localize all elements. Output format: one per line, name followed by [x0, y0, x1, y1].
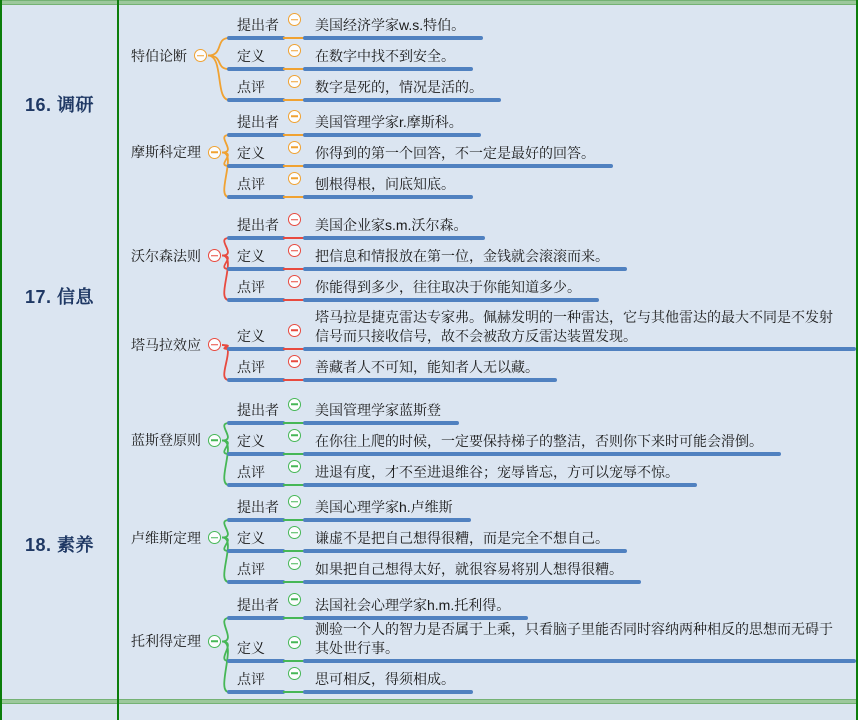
collapse-minus-icon[interactable]	[288, 355, 301, 368]
branch-type-label[interactable]: 定义	[227, 47, 285, 71]
branch-text[interactable]: 塔马拉是捷克雷达专家弗。佩赫发明的一种雷达，它与其他雷达的最大不同是不发射信号而只接收信号，故不会被敌方反雷达装置发现。	[303, 308, 856, 351]
branch-connector	[285, 666, 303, 694]
mindmap-cell	[117, 203, 856, 388]
branch-text[interactable]: 你能得到多少，往往取决于你能知道多少。	[303, 278, 599, 302]
branch-type-label[interactable]: 点评	[227, 78, 285, 102]
branch-type-label[interactable]: 点评	[227, 358, 285, 382]
branch-text[interactable]: 美国企业家s.m.沃尔森。	[303, 216, 485, 240]
connector-line	[283, 237, 305, 239]
parent-topic-label[interactable]: 蓝斯登原则	[131, 432, 201, 448]
branch-text[interactable]: 测验一个人的智力是否属于上乘，只看脑子里能否同时容纳两种相反的思想而无碍于其处世行事。	[303, 620, 856, 663]
branch-connector	[285, 428, 303, 456]
branch-connector	[285, 274, 303, 302]
branch-text[interactable]: 思可相反，得须相成。	[303, 670, 473, 694]
connector-line	[283, 68, 305, 70]
branch-text[interactable]: 在你往上爬的时候，一定要保持梯子的整洁，否则你下来时可能会滑倒。	[303, 432, 781, 456]
branch-type-label[interactable]: 点评	[227, 175, 285, 199]
connector-line	[283, 196, 305, 198]
collapse-minus-icon[interactable]	[288, 141, 301, 154]
branch-connector	[285, 525, 303, 553]
collapse-minus-icon[interactable]	[288, 13, 301, 26]
collapse-minus-icon[interactable]	[208, 249, 221, 262]
collapse-minus-icon[interactable]	[194, 49, 207, 62]
section-cell-1	[2, 5, 117, 203]
branch-row	[227, 456, 856, 487]
connector-line	[283, 581, 305, 583]
collapse-minus-icon[interactable]	[288, 244, 301, 257]
parent-topic[interactable]	[117, 589, 227, 694]
branch-row	[227, 168, 856, 199]
section-label: 18. 素养	[24, 534, 95, 555]
branch-type-label[interactable]: 点评	[227, 463, 285, 487]
branch-row	[227, 522, 856, 553]
connector-line	[283, 691, 305, 693]
connector-line	[283, 617, 305, 619]
topic-group-1-2	[117, 106, 856, 199]
branch-text[interactable]: 在数字中找不到安全。	[303, 47, 473, 71]
collapse-minus-icon[interactable]	[288, 110, 301, 123]
branch-row	[227, 271, 856, 302]
collapse-minus-icon[interactable]	[288, 44, 301, 57]
branch-row	[227, 71, 856, 102]
connector-line	[283, 299, 305, 301]
branch-connector	[285, 494, 303, 522]
section-cell-partial	[2, 704, 117, 706]
collapse-minus-icon[interactable]	[288, 213, 301, 226]
connector-line	[283, 165, 305, 167]
branch-connector	[285, 109, 303, 137]
parent-topic-label[interactable]: 卢维斯定理	[131, 529, 201, 546]
mindmap-cell	[117, 5, 856, 203]
branch-type-label[interactable]: 点评	[227, 670, 285, 694]
collapse-minus-icon[interactable]	[288, 557, 301, 570]
collapse-minus-icon[interactable]	[208, 635, 221, 648]
branch-text[interactable]: 法国社会心理学家h.m.托利得。	[303, 596, 528, 620]
branch-type-label[interactable]: 定义	[227, 144, 285, 168]
branch-type-label[interactable]: 点评	[227, 560, 285, 584]
connector-line	[283, 134, 305, 136]
topic-group-3-1	[117, 394, 856, 487]
branch-row	[227, 9, 856, 40]
collapse-minus-icon[interactable]	[288, 172, 301, 185]
connector-line	[283, 348, 305, 350]
section-row-2	[2, 203, 856, 388]
parent-topic[interactable]	[117, 9, 227, 102]
collapse-minus-icon[interactable]	[288, 324, 301, 337]
branch-text[interactable]: 美国管理学家r.摩斯科。	[303, 113, 481, 137]
mindmap-cell-partial	[117, 704, 856, 706]
collapse-minus-icon[interactable]	[288, 495, 301, 508]
collapse-minus-icon[interactable]	[208, 434, 221, 447]
collapse-minus-icon[interactable]	[288, 593, 301, 606]
branch-connector	[285, 243, 303, 271]
branch-connector	[285, 323, 303, 351]
branch-connector	[285, 43, 303, 71]
section-cell-2	[2, 203, 117, 388]
connector-line	[283, 660, 305, 662]
parent-topic-label[interactable]: 摩斯科定理	[131, 144, 201, 161]
connector-line	[283, 37, 305, 39]
parent-topic[interactable]	[117, 209, 227, 302]
parent-topic-label[interactable]: 沃尔森法则	[131, 247, 201, 264]
branch-list	[227, 308, 856, 382]
branch-text[interactable]: 数字是死的，情况是活的。	[303, 78, 501, 102]
branch-type-label[interactable]: 提出者	[227, 596, 285, 620]
branch-connector	[285, 140, 303, 168]
branch-type-label[interactable]: 定义	[227, 529, 285, 553]
branch-row	[227, 491, 856, 522]
branch-text[interactable]: 善藏者人不可知，能知者人无以藏。	[303, 358, 557, 382]
branch-type-label[interactable]: 定义	[227, 639, 285, 663]
connector-line	[283, 268, 305, 270]
branch-connector	[285, 592, 303, 620]
branch-type-label[interactable]: 定义	[227, 327, 285, 351]
branch-text[interactable]: 进退有度，才不至进退维谷；宠辱皆忘，方可以宠辱不惊。	[303, 463, 697, 487]
parent-topic-label[interactable]: 托利得定理	[131, 633, 201, 649]
branch-row	[227, 137, 856, 168]
branch-list	[227, 9, 856, 102]
branch-connector	[285, 397, 303, 425]
branch-row	[227, 620, 856, 663]
branch-connector	[285, 12, 303, 40]
branch-type-label[interactable]: 点评	[227, 278, 285, 302]
branch-connector	[285, 74, 303, 102]
branch-row	[227, 425, 856, 456]
branch-text[interactable]: 如果把自己想得太好，就很容易将别人想得很糟。	[303, 560, 641, 584]
section-row-3	[2, 388, 856, 699]
connector-line	[283, 99, 305, 101]
branch-list	[227, 106, 856, 199]
collapse-minus-icon[interactable]	[288, 636, 301, 649]
connector-line	[283, 379, 305, 381]
branch-type-label[interactable]: 提出者	[227, 498, 285, 522]
branch-row	[227, 351, 856, 382]
column-divider	[117, 0, 119, 720]
topic-group-3-3	[117, 589, 856, 694]
collapse-minus-icon[interactable]	[288, 526, 301, 539]
branch-type-label[interactable]: 提出者	[227, 16, 285, 40]
mindmap-cell	[117, 388, 856, 699]
branch-text[interactable]: 美国心理学家h.卢维斯	[303, 498, 471, 522]
branch-connector	[285, 171, 303, 199]
branch-row	[227, 240, 856, 271]
branch-type-label[interactable]: 提出者	[227, 113, 285, 137]
branch-type-label[interactable]: 定义	[227, 247, 285, 271]
connector-line	[283, 550, 305, 552]
branch-connector	[285, 556, 303, 584]
connector-line	[283, 519, 305, 521]
collapse-minus-icon[interactable]	[208, 531, 221, 544]
branch-row	[227, 553, 856, 584]
branch-connector	[285, 635, 303, 663]
branch-type-label[interactable]: 提出者	[227, 401, 285, 425]
branch-text[interactable]: 刨根得根，问底知底。	[303, 175, 473, 199]
topic-group-2-1	[117, 209, 856, 302]
connector-line	[283, 484, 305, 486]
branch-row	[227, 40, 856, 71]
parent-topic-label[interactable]: 塔马拉效应	[131, 336, 201, 353]
collapse-minus-icon[interactable]	[208, 146, 221, 159]
parent-topic[interactable]	[117, 491, 227, 584]
parent-topic[interactable]	[117, 106, 227, 199]
section-row-1	[2, 5, 856, 203]
branch-row	[227, 308, 856, 351]
branch-text[interactable]: 把信息和情报放在第一位，金钱就会滚滚而来。	[303, 247, 627, 271]
branch-connector	[285, 212, 303, 240]
branch-type-label[interactable]: 提出者	[227, 216, 285, 240]
collapse-minus-icon[interactable]	[288, 75, 301, 88]
collapse-minus-icon[interactable]	[288, 275, 301, 288]
branch-text[interactable]: 美国经济学家w.s.特伯。	[303, 16, 483, 40]
branch-connector	[285, 354, 303, 382]
section-cell-3	[2, 388, 117, 699]
branch-list	[227, 209, 856, 302]
branch-text[interactable]: 美国管理学家蓝斯登	[303, 401, 459, 425]
collapse-minus-icon[interactable]	[208, 338, 221, 351]
branch-row	[227, 106, 856, 137]
collapse-minus-icon[interactable]	[288, 667, 301, 680]
parent-topic[interactable]	[117, 394, 227, 487]
topic-group-2-2	[117, 308, 856, 382]
branch-row	[227, 663, 856, 694]
branch-type-label[interactable]: 定义	[227, 432, 285, 456]
branch-list	[227, 589, 856, 694]
connector-line	[283, 422, 305, 424]
topic-group-1-1	[117, 9, 856, 102]
branch-row	[227, 589, 856, 620]
parent-topic-label[interactable]: 特伯论断	[131, 47, 187, 64]
section-label: 16. 调研	[24, 95, 95, 115]
collapse-minus-icon[interactable]	[288, 460, 301, 473]
branch-connector	[285, 459, 303, 487]
branch-list	[227, 394, 856, 487]
connector-line	[283, 453, 305, 455]
branch-text[interactable]: 你得到的第一个回答，不一定是最好的回答。	[303, 144, 613, 168]
branch-list	[227, 491, 856, 584]
branch-row	[227, 209, 856, 240]
topic-group-3-2	[117, 491, 856, 584]
section-label: 17. 信息	[24, 286, 95, 307]
parent-topic[interactable]	[117, 308, 227, 382]
branch-row	[227, 394, 856, 425]
collapse-minus-icon[interactable]	[288, 398, 301, 411]
branch-text[interactable]: 谦虚不是把自己想得很糟，而是完全不想自己。	[303, 529, 627, 553]
partial-row	[2, 704, 856, 706]
collapse-minus-icon[interactable]	[288, 429, 301, 442]
